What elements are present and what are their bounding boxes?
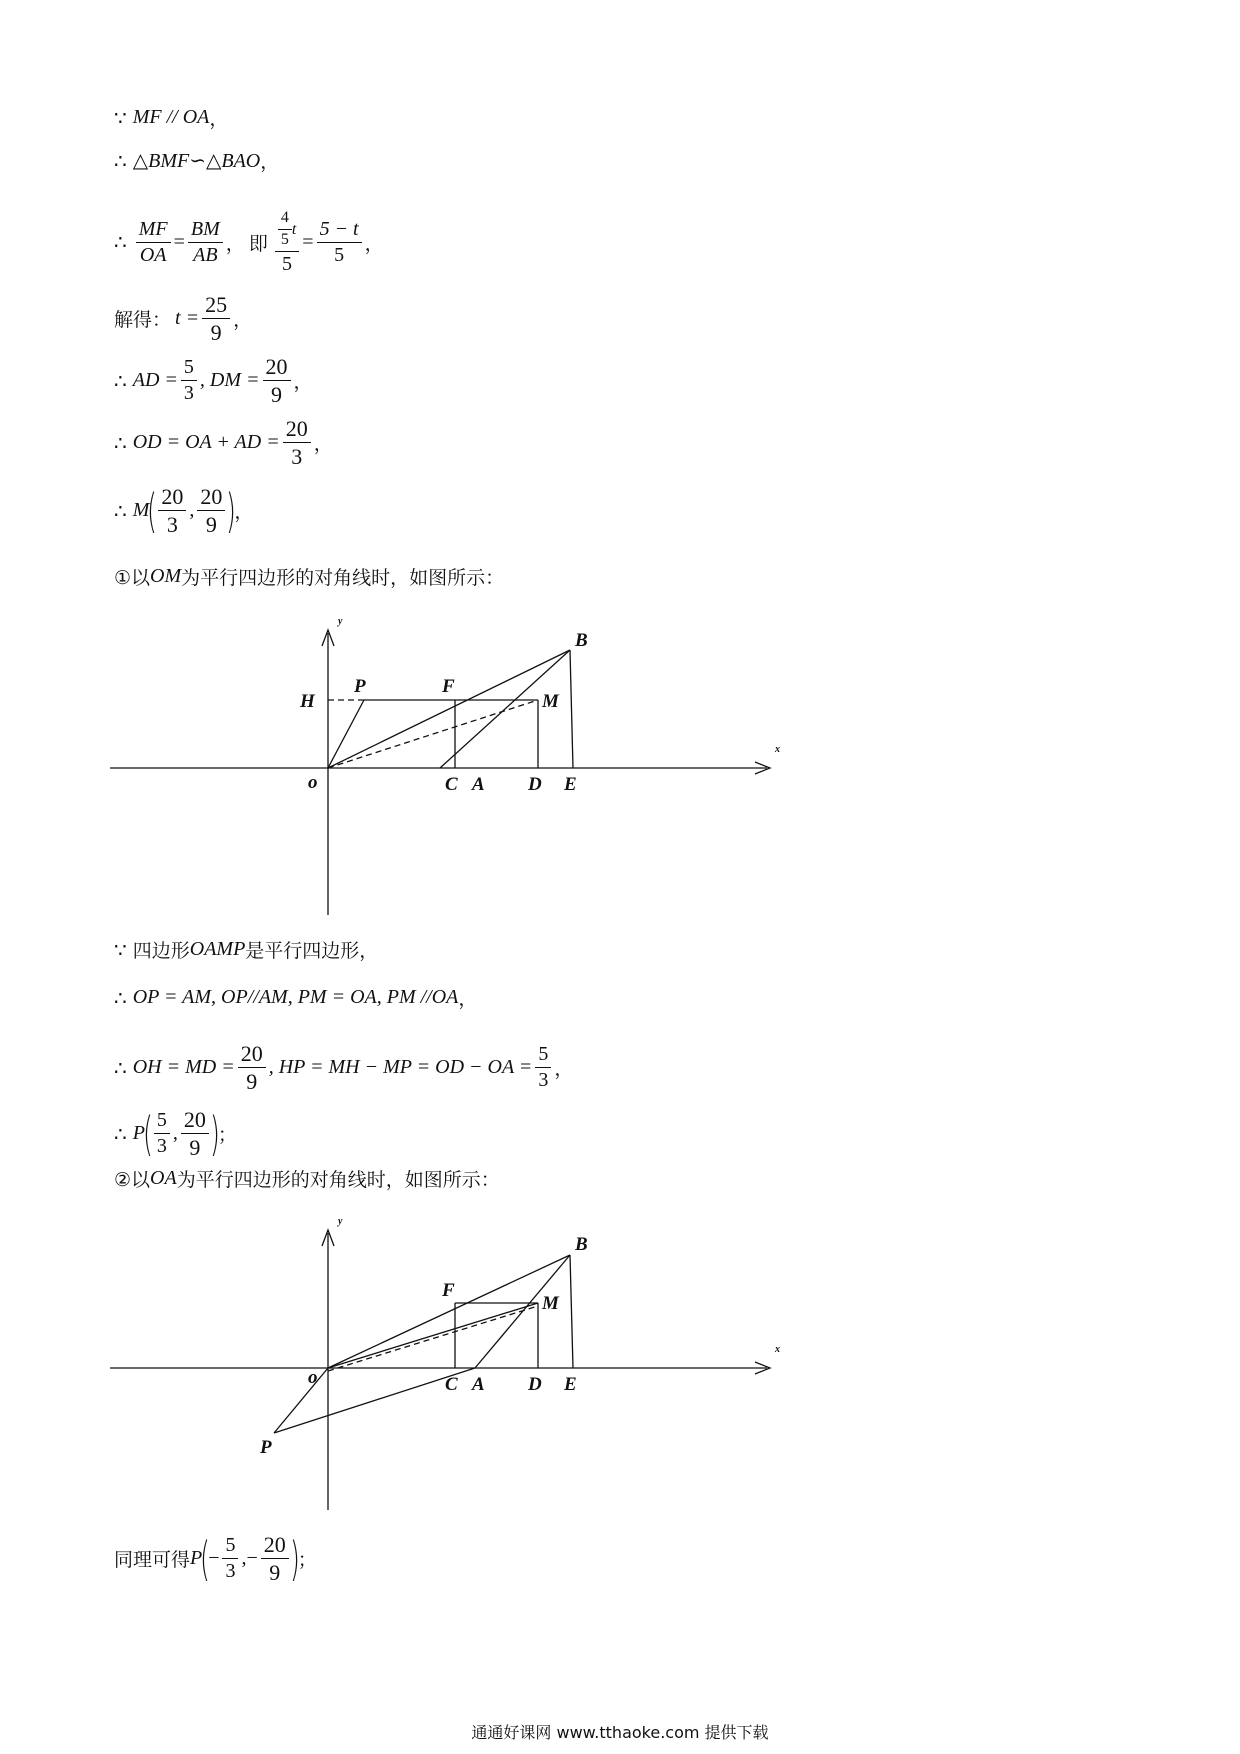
ad-equals: AD =: [132, 369, 178, 392]
parallelogram-properties: OP = AM, OP//AM, PM = OA, PM //OA: [132, 986, 459, 1008]
fraction-5-3: $\frac{5}{3}$: [535, 1044, 551, 1091]
label-e: E: [564, 774, 577, 795]
figure-2-svg: [110, 1200, 810, 1515]
step-line-2: ∴ △BMF∽△BAO ，: [114, 148, 280, 173]
od-expression: OD = OA + AD =: [132, 431, 280, 454]
step-line-12: 同理可得 P ( − $\frac{5}{3}$ ,− $\frac{20}{9}$ ) ；: [114, 1531, 317, 1586]
segment-om-dashed: [328, 1306, 538, 1371]
label-c: C: [445, 1374, 458, 1395]
label-b: B: [575, 630, 588, 651]
segment-op: [274, 1368, 328, 1433]
step-line-11: ∴ P ( $\frac{5}{3}$ , $\frac{20}{9}$ ) ；: [114, 1106, 237, 1161]
label-f: F: [442, 1280, 455, 1301]
because-symbol: ∵: [114, 937, 127, 962]
fraction-20-9: $\frac{20}{9}$: [261, 1533, 289, 1584]
fraction-5-3: $\frac{5}{3}$: [222, 1535, 238, 1582]
case-1-heading: ①以 OM 为平行四边形的对角线时，如图所示：: [114, 565, 505, 589]
label-d: D: [528, 1374, 542, 1395]
segment-ob: [328, 650, 570, 768]
fraction-4-5-t-over-5: $\frac{4}{5}$ t 5: [275, 210, 299, 275]
point-p: P: [190, 1547, 203, 1570]
point-m: M: [132, 499, 150, 522]
step-line-5: ∴ AD = $\frac{5}{3}$ , DM = $\frac{20}{9}$ ，: [114, 354, 313, 408]
dm-equals: , DM =: [199, 369, 260, 392]
x-axis-label: x: [775, 1344, 780, 1355]
label-d: D: [528, 774, 542, 795]
fraction-20-9: $\frac{20}{9}$: [263, 355, 291, 406]
label-b: B: [575, 1234, 588, 1255]
fraction-20-9: $\frac{20}{9}$: [238, 1042, 266, 1093]
label-p: P: [354, 676, 366, 697]
label-o: o: [308, 772, 318, 793]
fraction-20-3: $\frac{20}{3}$: [283, 417, 311, 468]
therefore-symbol: ∴: [114, 985, 127, 1010]
y-axis-label: y: [338, 1216, 343, 1227]
similar-triangles-statement: △BMF∽△BAO: [132, 150, 261, 172]
fraction-5-3: $\frac{5}{3}$: [154, 1110, 170, 1157]
because-symbol: ∵: [114, 105, 127, 130]
segment-om: [328, 1303, 538, 1368]
therefore-symbol: ∴: [114, 1121, 127, 1146]
therefore-symbol: ∴: [114, 148, 127, 173]
fraction-20-9: $\frac{20}{9}$: [181, 1108, 209, 1159]
label-a: A: [472, 774, 485, 795]
fraction-5-3: $\frac{5}{3}$: [181, 357, 197, 404]
segment-be: [570, 1255, 573, 1368]
label-c: C: [445, 774, 458, 795]
segment-om-dashed: [328, 700, 538, 768]
solve-label: 解得：: [114, 309, 172, 332]
therefore-symbol: ∴: [114, 498, 127, 523]
label-a: A: [472, 1374, 485, 1395]
fraction-mf-oa: $\frac{MF}{OA}$: [136, 219, 171, 266]
t-equals: t =: [175, 307, 200, 330]
label-e: E: [564, 1374, 577, 1395]
point-p: P: [132, 1122, 145, 1145]
var-oa: OA: [150, 1167, 177, 1189]
fraction-5-minus-t-over-5: $\frac{5 - t}{5}$: [317, 219, 362, 266]
ji-word: 即: [248, 232, 268, 255]
label-h: H: [300, 691, 315, 712]
step-line-9: ∴ OP = AM, OP//AM, PM = OA, PM //OA ，: [114, 985, 478, 1010]
page-footer: 通通好课网 www.tthaoke.com 提供下载: [471, 1723, 769, 1742]
figure-1-svg: [110, 600, 810, 920]
y-axis-label: y: [338, 616, 343, 627]
segment-be: [570, 650, 573, 768]
label-o: o: [308, 1367, 318, 1388]
label-m: M: [542, 1293, 559, 1314]
label-m: M: [542, 691, 559, 712]
label-f: F: [442, 676, 455, 697]
therefore-symbol: ∴: [114, 230, 127, 255]
hp-expression: , HP = MH − MP = OD − OA =: [268, 1056, 533, 1079]
therefore-symbol: ∴: [114, 368, 127, 393]
step-line-3: ∴ $\frac{MF}{OA}$ = $\frac{BM}{AB}$ ， 即 $\frac{4}{5}$ t 5 = $\frac{5 - t}{5}$ ，: [114, 209, 384, 275]
x-axis-label: x: [775, 744, 780, 755]
therefore-symbol: ∴: [114, 1055, 127, 1080]
oh-expression: OH = MD =: [132, 1056, 235, 1079]
label-p: P: [260, 1437, 272, 1458]
var-oamp: OAMP: [189, 938, 246, 960]
step-line-1: ∵ MF // OA ，: [114, 105, 229, 130]
var-om: OM: [150, 565, 182, 587]
step-line-4: 解得： t = $\frac{25}{9}$ ，: [114, 292, 253, 346]
therefore-symbol: ∴: [114, 430, 127, 455]
case-2-heading: ②以 OA 为平行四边形的对角线时，如图所示：: [114, 1167, 500, 1191]
step-line-6: ∴ OD = OA + AD = $\frac{20}{3}$ ，: [114, 416, 333, 470]
fraction-20-3: $\frac{20}{3}$: [158, 485, 186, 536]
parallel-statement: MF // OA: [132, 106, 210, 128]
fraction-20-9: $\frac{20}{9}$: [197, 485, 225, 536]
fraction-25-9: $\frac{25}{9}$: [202, 293, 230, 344]
step-line-10: ∴ OH = MD = $\frac{20}{9}$ , HP = MH − MP = OD − OA = $\frac{5}{3}$ ，: [114, 1041, 574, 1095]
figure-1: [110, 600, 810, 924]
figure-2: [110, 1200, 810, 1519]
fraction-bm-ab: $\frac{BM}{AB}$: [188, 219, 223, 266]
step-line-7: ∴ M ( $\frac{20}{3}$ , $\frac{20}{9}$ ) ，: [114, 483, 254, 538]
step-line-8: ∵ 四边形 OAMP 是平行四边形，: [114, 937, 379, 962]
segment-ob: [328, 1255, 570, 1368]
